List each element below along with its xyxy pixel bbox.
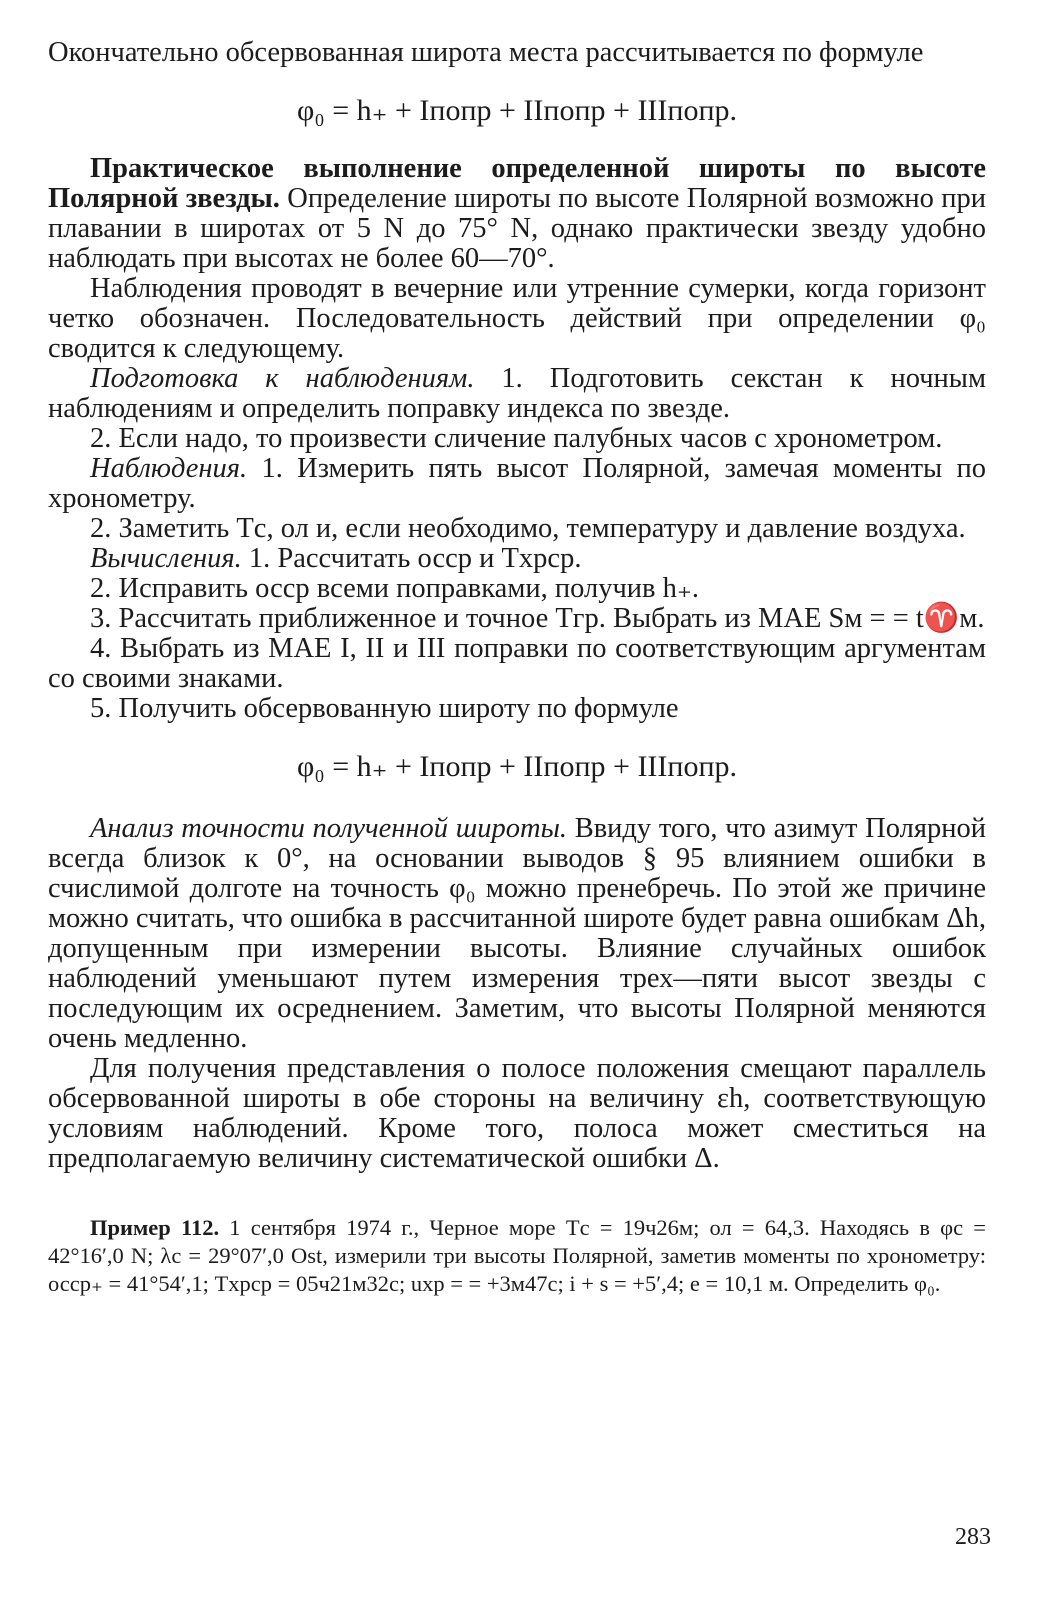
heading-preparation: Подготовка к наблюдениям.	[90, 363, 475, 394]
paragraph-accuracy	[48, 814, 986, 1054]
paragraph-observations-text: 1. Измерить пять высот Полярной, замечая моменты по хронометру.	[48, 453, 986, 514]
formula-latitude: φ₀ = h₊ + Iпопр + IIпопр + IIIпопр.	[296, 94, 738, 127]
heading-accuracy: Анализ точности полученной широты.	[90, 813, 568, 844]
paragraph-accuracy-text: Ввиду того, что азимут Полярной всегда близок к 0°, на основании выводов § 95 влиянием ошибки в счислимой долготе на точность φ₀ можно пренебречь. По этой же причине можно считать, что ошибка в рассчитанной широте будет равна ошибкам Δh, допущенным при измерении высоты. Влияние случайных ошибок наблюдений уменьшают путем измерения трех—пяти высот звезды с последующим их осреднением. Заметим, что высоты Полярной меняются очень медленно.	[48, 813, 986, 1054]
paragraph-intro: Окончательно обсервованная широта места рассчитывается по формуле	[48, 37, 924, 68]
paragraph-calculations-text: 1. Рассчитать осср и Tхрср.	[241, 543, 582, 574]
example-label: Пример 112.	[90, 1215, 220, 1240]
paragraph-observations	[48, 454, 986, 514]
paragraph-calculations	[48, 544, 986, 574]
paragraph-practical-text: Определение широты по высоте Полярной возможно при плавании в широтах от 5 N до 75° N, однако практически звезду удобно наблюдать при высотах не более 60—70°.	[48, 183, 986, 274]
paragraph-calculations-5: 5. Получить обсервованную широту по формуле	[90, 693, 679, 724]
paragraph-observations-2: 2. Заметить Tс, ол и, если необходимо, температуру и давление воздуха.	[90, 513, 966, 544]
paragraph-preparation	[48, 364, 986, 424]
heading-observations: Наблюдения.	[90, 453, 248, 484]
page-number: 283	[955, 1524, 991, 1550]
heading-calculations: Вычисления.	[90, 543, 242, 574]
example-text: 1 сентября 1974 г., Черное море Tс = 19ч26м; ол = 64,3. Находясь в φс = 42°16′,0 N; λс = 29°07′,0 Ost, измерили три высоты Полярной, заметив моменты по хронометру: осср₊ = 41°54′,1; Tхрср = 05ч21м32с; uхр = = +3м47с; i + s = +5′,4; e = 10,1 м. Определить φ₀.	[48, 1215, 986, 1296]
paragraph-calculations-4: 4. Выбрать из МАЕ I, II и III поправки по соответствующим аргументам со своими знаками.	[48, 633, 986, 694]
paragraph-observations-time: Наблюдения проводят в вечерние или утренние сумерки, когда горизонт четко обозначен. Последовательность действий при определении φ₀ сводится к следующему.	[48, 273, 986, 364]
page-body	[48, 38, 986, 1298]
paragraph-position-band: Для получения представления о полосе положения смещают параллель обсервованной широты в обе стороны на величину εh, соответствующую условиям наблюдений. Кроме того, полоса может сместиться на предполагаемую величину систематической ошибки Δ.	[48, 1053, 986, 1174]
paragraph-practical	[48, 154, 986, 274]
paragraph-preparation-2: 2. Если надо, то произвести сличение палубных часов с хронометром.	[90, 423, 943, 454]
formula-latitude-2: φ₀ = h₊ + Iпопр + IIпопр + IIIпопр.	[296, 750, 738, 783]
paragraph-preparation-text: 1. Подготовить секстан к ночным наблюдениям и определить поправку индекса по звезде.	[48, 363, 986, 424]
example-112	[48, 1214, 986, 1298]
paragraph-calculations-3: 3. Рассчитать приближенное и точное Tгр. Выбрать из МАЕ Sм = = t♈м.	[90, 603, 985, 634]
paragraph-calculations-2: 2. Исправить осср всеми поправками, получив h₊.	[90, 573, 700, 604]
heading-practical: Практическое выполнение определенной широты по высоте Полярной звезды.	[48, 153, 986, 214]
